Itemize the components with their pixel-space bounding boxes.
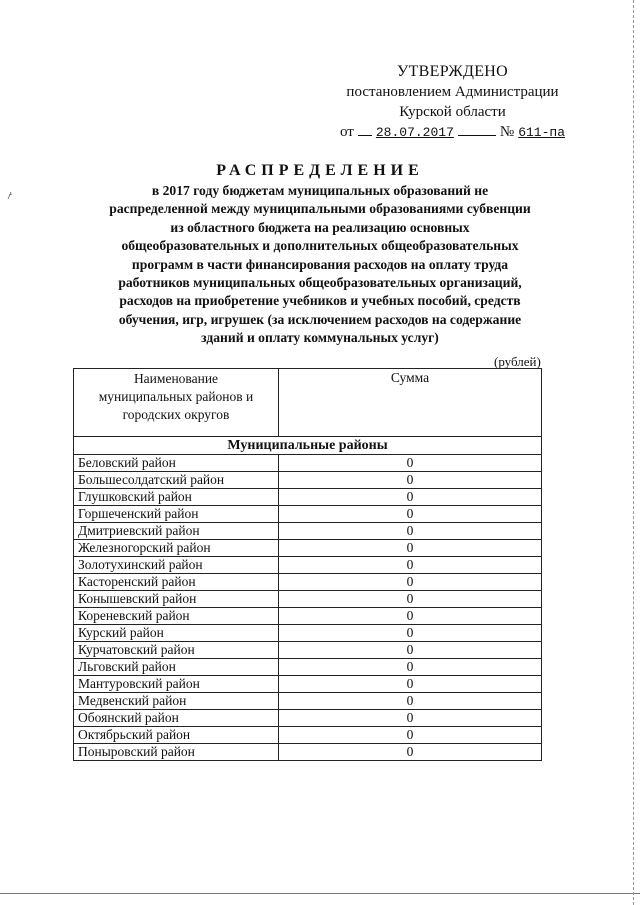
document-subtitle (78, 182, 562, 348)
district-amount: 0 (279, 727, 542, 744)
approval-date: 28.07.2017 (375, 125, 454, 140)
district-amount: 0 (279, 744, 542, 761)
district-amount: 0 (279, 608, 542, 625)
subtitle-line: расходов на приобретение учебников и учебных пособий, средств (119, 293, 521, 309)
district-amount: 0 (279, 642, 542, 659)
units-label: (рублей) (494, 354, 541, 369)
subtitle-line: распределенной между муниципальными образованиями субвенции (109, 201, 531, 217)
date-prefix: от (340, 124, 354, 140)
table-row (74, 489, 542, 506)
number-prefix: № (499, 124, 515, 140)
document-title: РАСПРЕДЕЛЕНИЕ (216, 162, 424, 179)
table-row (74, 540, 542, 557)
district-name: Глушковский район (74, 489, 279, 506)
district-name: Касторенский район (74, 574, 279, 591)
table-row (74, 625, 542, 642)
table-row (74, 727, 542, 744)
district-name: Обоянский район (74, 710, 279, 727)
district-name: Кореневский район (74, 608, 279, 625)
approval-line-1: постановлением Администрации (346, 84, 559, 100)
district-amount: 0 (279, 574, 542, 591)
district-name: Золотухинский район (74, 557, 279, 574)
table-header-row (74, 369, 542, 437)
district-name: Железногорский район (74, 540, 279, 557)
district-amount: 0 (279, 676, 542, 693)
table-row (74, 744, 542, 761)
subtitle-line: в 2017 году бюджетам муниципальных образований не (151, 183, 489, 198)
district-amount: 0 (279, 557, 542, 574)
district-name: Большесолдатский район (74, 472, 279, 489)
district-amount: 0 (279, 693, 542, 710)
distribution-table (73, 368, 542, 761)
header-name (74, 369, 279, 437)
approval-date-line (320, 122, 585, 143)
table-row (74, 642, 542, 659)
subtitle-line: зданий и оплату коммунальных услуг) (201, 330, 439, 346)
approval-number: 611-па (518, 125, 565, 140)
district-amount: 0 (279, 625, 542, 642)
district-name: Конышевский район (74, 591, 279, 608)
approval-line-2: Курской области (399, 104, 506, 120)
table-row (74, 506, 542, 523)
district-amount: 0 (279, 659, 542, 676)
district-name: Поныровский район (74, 744, 279, 761)
subtitle-line: программ в части финансирования расходов на оплату труда (131, 256, 509, 272)
date-underline-gap (458, 123, 496, 136)
page-right-edge (633, 0, 634, 905)
district-name: Мантуровский район (74, 676, 279, 693)
section-title: Муниципальные районы (74, 437, 542, 455)
approval-block (320, 62, 585, 143)
district-name: Курский район (74, 625, 279, 642)
table-row (74, 591, 542, 608)
district-name: Дмитриевский район (74, 523, 279, 540)
district-name: Октябрьский район (74, 727, 279, 744)
table-row (74, 455, 542, 472)
district-amount: 0 (279, 506, 542, 523)
header-name-line: Наименование (133, 371, 219, 386)
table-row (74, 523, 542, 540)
page-bottom-rule (0, 893, 640, 894)
table-row (74, 676, 542, 693)
header-name-line: городских округов (122, 407, 230, 422)
district-amount: 0 (279, 591, 542, 608)
date-underline-lead (358, 123, 372, 136)
district-name: Льговский район (74, 659, 279, 676)
district-name: Беловский район (74, 455, 279, 472)
header-name-line: муниципальных районов и (98, 389, 254, 404)
table-row (74, 659, 542, 676)
district-amount: 0 (279, 472, 542, 489)
district-name: Курчатовский район (74, 642, 279, 659)
approval-heading: УТВЕРЖДЕНО (396, 63, 508, 80)
subtitle-line: работников муниципальных общеобразовательных организаций, (118, 275, 522, 291)
table-row (74, 710, 542, 727)
subtitle-line: обучения, игр, игрушек (за исключением расходов на содержание (118, 311, 522, 327)
table-row (74, 574, 542, 591)
district-amount: 0 (279, 710, 542, 727)
district-amount: 0 (279, 523, 542, 540)
scan-mark-icon (7, 190, 13, 200)
district-amount: 0 (279, 489, 542, 506)
district-amount: 0 (279, 540, 542, 557)
section-row (74, 437, 542, 455)
table-row (74, 557, 542, 574)
table-row (74, 693, 542, 710)
table-row (74, 472, 542, 489)
header-sum: Сумма (279, 369, 542, 437)
district-name: Горшеченский район (74, 506, 279, 523)
district-name: Медвенский район (74, 693, 279, 710)
subtitle-line: из областного бюджета на реализацию основных (170, 219, 470, 235)
subtitle-line: общеобразовательных и дополнительных общеобразовательных (121, 238, 519, 254)
district-amount: 0 (279, 455, 542, 472)
table-row (74, 608, 542, 625)
